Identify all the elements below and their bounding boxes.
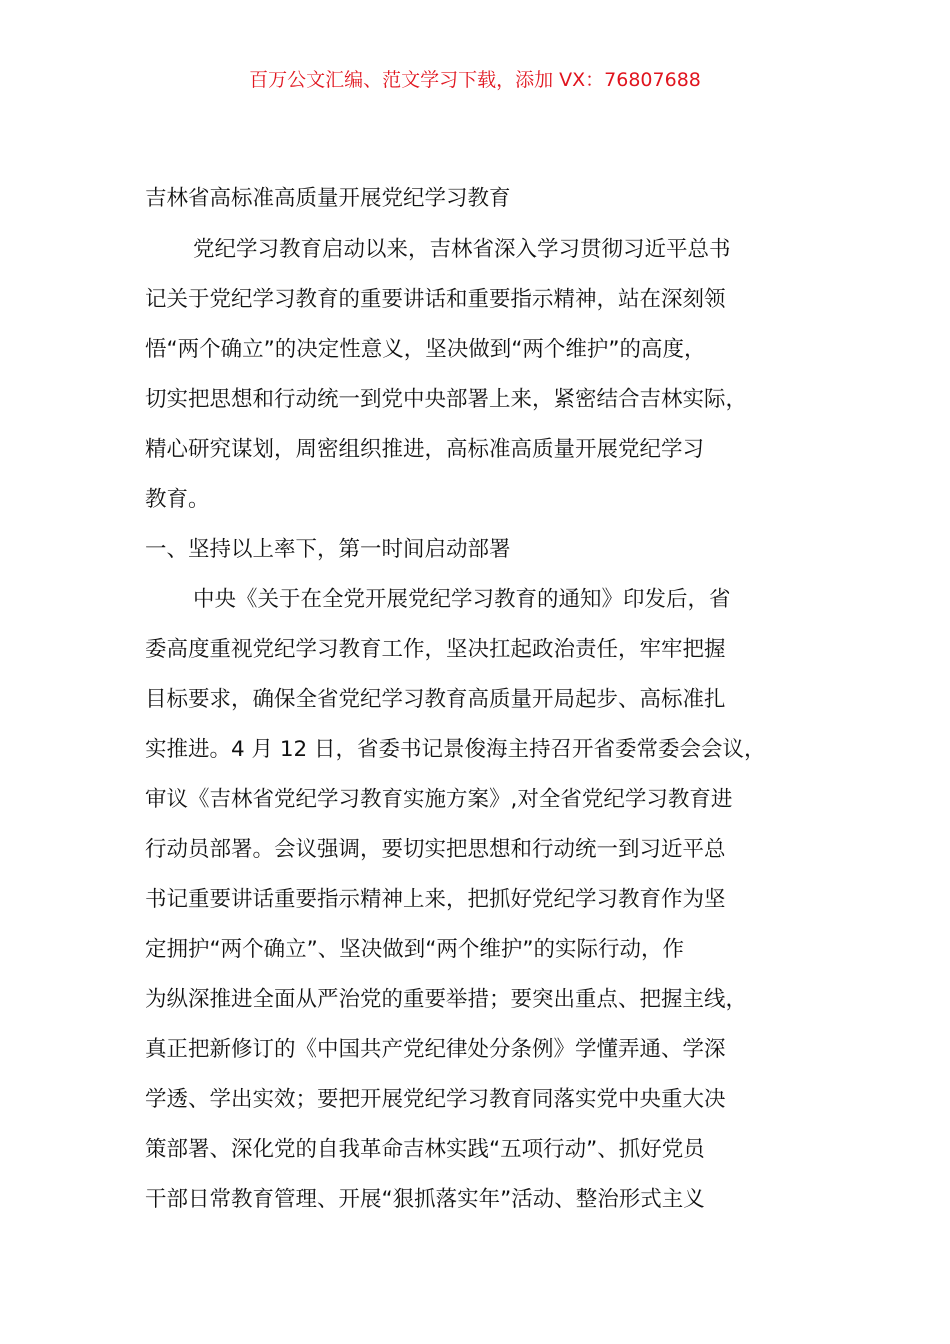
paragraph-line: 委高度重视党纪学习教育工作，坚决扛起政治责任，牢牢把握 xyxy=(145,637,726,662)
paragraph-line: 精心研究谋划，周密组织推进，高标准高质量开展党纪学习 xyxy=(145,437,705,462)
paragraph-line: 真正把新修订的《中国共产党纪律处分条例》学懂弄通、学深 xyxy=(145,1037,726,1062)
paragraph-line: 教育。 xyxy=(145,487,210,512)
paragraph-line: 悟“两个确立”的决定性意义，坚决做到“两个维护”的高度， xyxy=(145,337,706,362)
paragraph-line: 策部署、深化党的自我革命吉林实践“五项行动”、抓好党员 xyxy=(145,1137,705,1162)
paragraph-line: 学透、学出实效；要把开展党纪学习教育同落实党中央重大决 xyxy=(145,1087,726,1112)
paragraph-line: 书记重要讲话重要指示精神上来，把抓好党纪学习教育作为坚 xyxy=(145,887,726,912)
section-heading: 一、坚持以上率下，第一时间启动部署 xyxy=(145,537,511,562)
paragraph-line: 中央《关于在全党开展党纪学习教育的通知》印发后，省 xyxy=(193,587,731,612)
paragraph-line: 实推进。4 月 12 日，省委书记景俊海主持召开省委常委会会议， xyxy=(145,737,766,762)
document-body xyxy=(145,233,845,1233)
paragraph-line: 定拥护“两个确立”、坚决做到“两个维护”的实际行动，作 xyxy=(145,937,685,962)
paragraph-line: 目标要求，确保全省党纪学习教育高质量开局起步、高标准扎 xyxy=(145,687,726,712)
paragraph-line: 行动员部署。会议强调，要切实把思想和行动统一到习近平总 xyxy=(145,837,726,862)
paragraph-line: 党纪学习教育启动以来，吉林省深入学习贯彻习近平总书 xyxy=(193,237,731,262)
paragraph-line: 干部日常教育管理、开展“狠抓落实年”活动、整治形式主义 xyxy=(145,1187,705,1212)
paragraph-line: 为纵深推进全面从严治党的重要举措；要突出重点、把握主线， xyxy=(145,987,748,1012)
watermark-header: 百万公文汇编、范文学习下载，添加 VX：76807688 xyxy=(249,69,701,91)
paragraph-line: 审议《吉林省党纪学习教育实施方案》,对全省党纪学习教育进 xyxy=(145,787,733,812)
paragraph-line: 记关于党纪学习教育的重要讲话和重要指示精神，站在深刻领 xyxy=(145,287,726,312)
paragraph-line: 切实把思想和行动统一到党中央部署上来，紧密结合吉林实际， xyxy=(145,387,748,412)
document-title: 吉林省高标准高质量开展党纪学习教育 xyxy=(145,186,511,211)
